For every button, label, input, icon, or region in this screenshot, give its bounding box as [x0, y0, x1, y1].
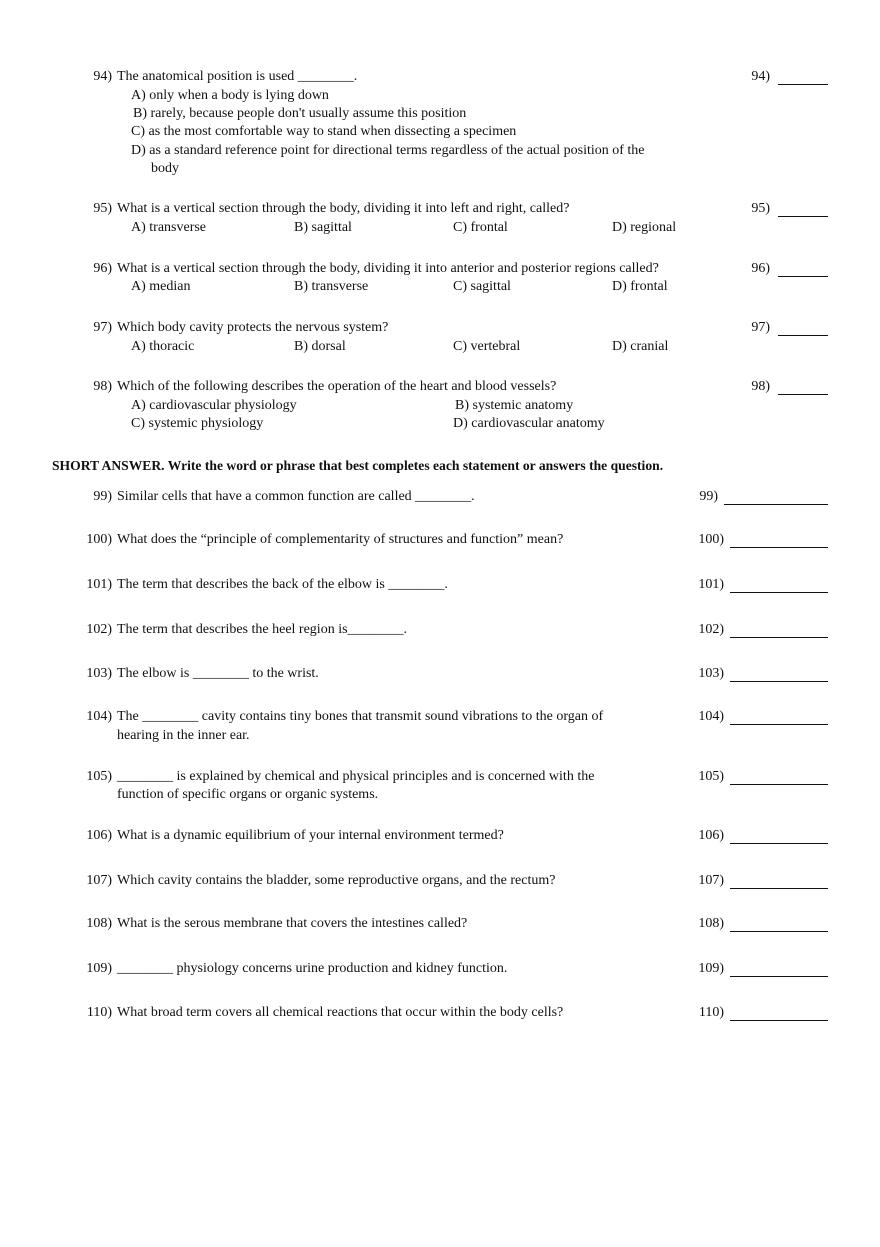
answer-label: 98) — [751, 379, 770, 394]
answer-label: 104) — [698, 709, 724, 724]
question-number: 95) — [93, 201, 112, 216]
answer-blank[interactable] — [730, 784, 828, 785]
question-text-continued: hearing in the inner ear. — [117, 728, 250, 743]
question-number: 97) — [93, 320, 112, 335]
answer-blank[interactable] — [730, 637, 828, 638]
option-d: D) frontal — [612, 279, 668, 294]
answer-label: 99) — [699, 489, 718, 504]
answer-label: 94) — [751, 69, 770, 84]
question-text: Similar cells that have a common function are called ________. — [117, 489, 475, 504]
option-a: A) thoracic — [131, 339, 195, 354]
answer-label: 110) — [698, 1005, 724, 1020]
question-stem: The anatomical position is used ________. — [117, 69, 358, 84]
answer-blank[interactable] — [730, 724, 828, 725]
question-number: 102) — [86, 622, 112, 637]
question-number: 109) — [86, 961, 112, 976]
answer-label: 96) — [751, 261, 770, 276]
question-number: 101) — [86, 577, 112, 592]
question-number: 100) — [86, 532, 112, 547]
question-number: 99) — [93, 489, 112, 504]
question-text: The elbow is ________ to the wrist. — [117, 666, 319, 681]
question-number: 103) — [86, 666, 112, 681]
question-text: ________ physiology concerns urine production and kidney function. — [117, 961, 508, 976]
answer-blank[interactable] — [730, 547, 828, 548]
answer-blank[interactable] — [778, 335, 828, 336]
option-d: D) cardiovascular anatomy — [453, 416, 605, 431]
option-b: B) dorsal — [294, 339, 346, 354]
question-number: 107) — [86, 873, 112, 888]
option-b: B) sagittal — [294, 220, 352, 235]
question-number: 110) — [86, 1005, 112, 1020]
answer-blank[interactable] — [730, 976, 828, 977]
answer-blank[interactable] — [778, 84, 828, 85]
answer-blank[interactable] — [778, 394, 828, 395]
option-d: D) regional — [612, 220, 677, 235]
question-number: 108) — [86, 916, 112, 931]
answer-blank[interactable] — [730, 931, 828, 932]
option-c: C) systemic physiology — [131, 416, 264, 431]
answer-label: 109) — [698, 961, 724, 976]
option-c: C) sagittal — [453, 279, 511, 294]
option-b: B) transverse — [294, 279, 369, 294]
option-c: C) as the most comfortable way to stand when dissecting a specimen — [131, 124, 517, 139]
option-d: D) as a standard reference point for directional terms regardless of the actual position of the — [131, 143, 645, 158]
section-header: SHORT ANSWER. Write the word or phrase that best completes each statement or answers the question. — [52, 458, 664, 473]
question-number: 105) — [86, 769, 112, 784]
question-text: What does the “principle of complementarity of structures and function” mean? — [117, 532, 564, 547]
option-d-continued: body — [151, 161, 179, 176]
answer-blank[interactable] — [730, 888, 828, 889]
question-text-continued: function of specific organs or organic systems. — [117, 787, 379, 802]
question-number: 94) — [93, 69, 112, 84]
answer-label: 97) — [751, 320, 770, 335]
option-b: B) rarely, because people don't usually assume this position — [133, 106, 467, 121]
question-stem: Which body cavity protects the nervous system? — [117, 320, 389, 335]
question-text: What is the serous membrane that covers the intestines called? — [117, 916, 468, 931]
answer-label: 102) — [698, 622, 724, 637]
answer-blank[interactable] — [730, 681, 828, 682]
question-stem: What is a vertical section through the body, dividing it into left and right, called? — [117, 201, 570, 216]
option-a: A) transverse — [131, 220, 207, 235]
question-text: ________ is explained by chemical and physical principles and is concerned with the — [117, 769, 595, 784]
answer-label: 108) — [698, 916, 724, 931]
question-text: The ________ cavity contains tiny bones that transmit sound vibrations to the organ of — [117, 709, 604, 724]
question-number: 96) — [93, 261, 112, 276]
option-a: A) median — [131, 279, 191, 294]
question-number: 106) — [86, 828, 112, 843]
question-text: What broad term covers all chemical reactions that occur within the body cells? — [117, 1005, 564, 1020]
answer-blank[interactable] — [724, 504, 828, 505]
question-number: 98) — [93, 379, 112, 394]
answer-label: 100) — [698, 532, 724, 547]
question-number: 104) — [86, 709, 112, 724]
option-c: C) frontal — [453, 220, 508, 235]
question-stem: What is a vertical section through the body, dividing it into anterior and posterior regions called? — [117, 261, 659, 276]
answer-blank[interactable] — [730, 592, 828, 593]
answer-label: 103) — [698, 666, 724, 681]
question-text: The term that describes the back of the elbow is ________. — [117, 577, 448, 592]
answer-blank[interactable] — [730, 843, 828, 844]
option-c: C) vertebral — [453, 339, 521, 354]
option-d: D) cranial — [612, 339, 669, 354]
answer-label: 107) — [698, 873, 724, 888]
answer-blank[interactable] — [778, 216, 828, 217]
question-text: The term that describes the heel region is________. — [117, 622, 408, 637]
option-b: B) systemic anatomy — [455, 398, 574, 413]
question-text: What is a dynamic equilibrium of your internal environment termed? — [117, 828, 504, 843]
question-text: Which cavity contains the bladder, some reproductive organs, and the rectum? — [117, 873, 556, 888]
answer-label: 105) — [698, 769, 724, 784]
answer-blank[interactable] — [778, 276, 828, 277]
answer-label: 95) — [751, 201, 770, 216]
question-stem: Which of the following describes the operation of the heart and blood vessels? — [117, 379, 557, 394]
option-a: A) cardiovascular physiology — [131, 398, 297, 413]
answer-label: 106) — [698, 828, 724, 843]
answer-label: 101) — [698, 577, 724, 592]
option-a: A) only when a body is lying down — [131, 88, 329, 103]
answer-blank[interactable] — [730, 1020, 828, 1021]
